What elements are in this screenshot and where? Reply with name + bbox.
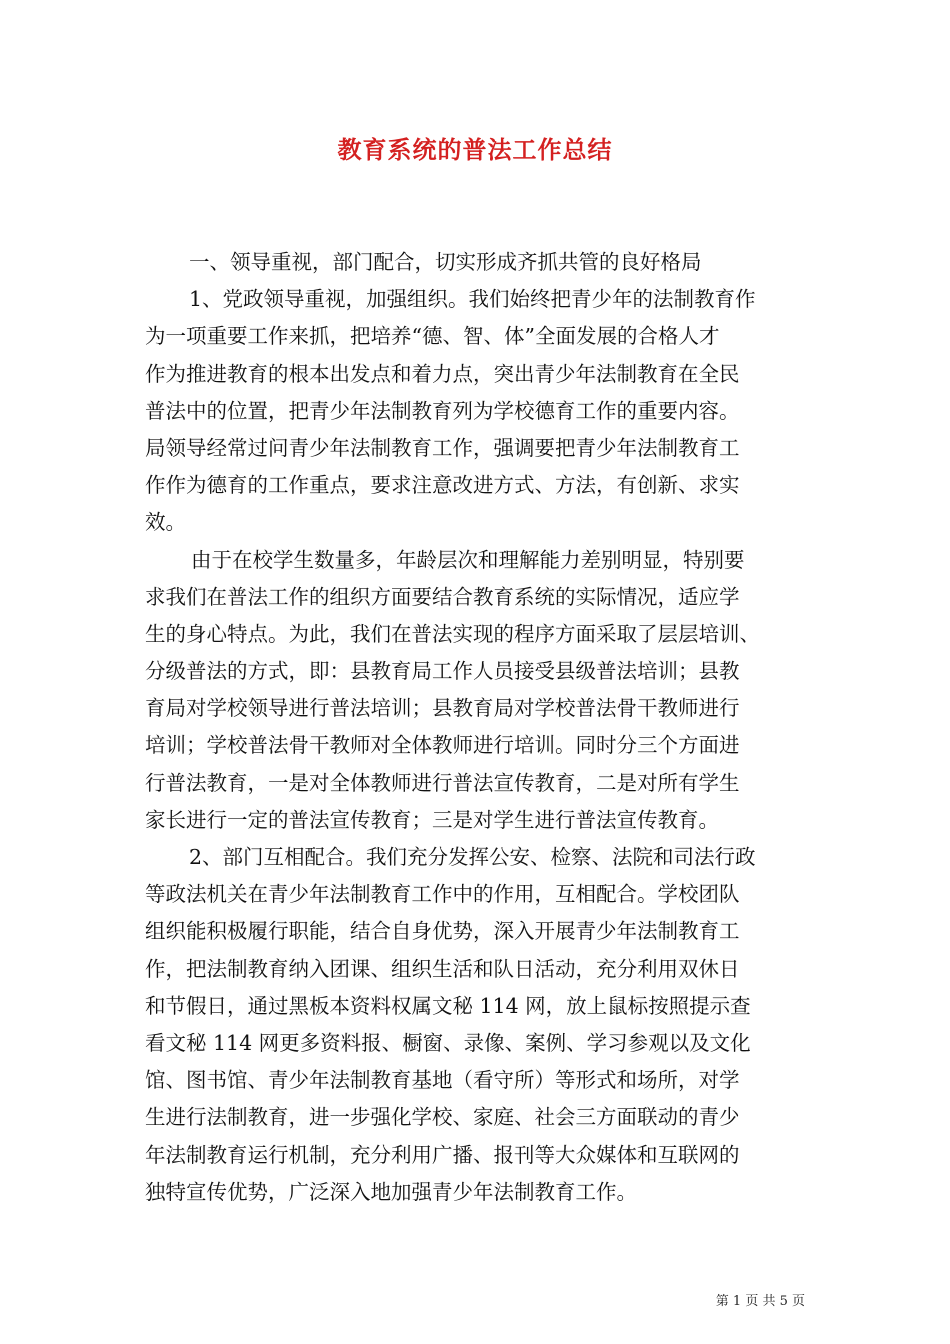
paragraph-line: 育局对学校领导进行普法培训；县教育局对学校普法骨干教师进行 (145, 696, 740, 721)
paragraph-line: 年法制教育运行机制，充分利用广播、报刊等大众媒体和互联网的 (145, 1142, 740, 1167)
paragraph-line: 1、党政领导重视，加强组织。我们始终把青少年的法制教育作 (189, 287, 756, 312)
paragraph-line: 培训；学校普法骨干教师对全体教师进行培训。同时分三个方面进 (145, 733, 740, 758)
paragraph-line: 效。 (145, 510, 186, 535)
page-number: 第 1 页 共 5 页 (715, 1294, 805, 1309)
document-title: 教育系统的普法工作总结 (337, 135, 613, 164)
paragraph-line: 看文秘 114 网更多资料报、橱窗、录像、案例、学习参观以及文化 (145, 1030, 751, 1055)
paragraph-line: 作作为德育的工作重点，要求注意改进方式、方法，有创新、求实 (145, 473, 740, 498)
paragraph-line: 局领导经常过问青少年法制教育工作，强调要把青少年法制教育工 (145, 435, 740, 460)
paragraph-line: 由于在校学生数量多，年龄层次和理解能力差别明显，特别要 (191, 547, 745, 572)
paragraph-line: 生进行法制教育，进一步强化学校、家庭、社会三方面联动的青少 (145, 1105, 740, 1130)
paragraph-line: 为一项重要工作来抓，把培养“德、智、体”全面发展的合格人才 (145, 324, 720, 349)
document-body (145, 244, 805, 1211)
paragraph-line: 和节假日，通过黑板本资料权属文秘 114 网，放上鼠标按照提示查 (145, 993, 751, 1018)
paragraph-line: 独特宣传优势，广泛深入地加强青少年法制教育工作。 (145, 1179, 637, 1204)
paragraph-line: 生的身心特点。为此，我们在普法实现的程序方面采取了层层培训、 (145, 621, 760, 646)
paragraph-line: 作，把法制教育纳入团课、组织生活和队日活动，充分利用双休日 (145, 956, 740, 981)
paragraph-line: 普法中的位置，把青少年法制教育列为学校德育工作的重要内容。 (145, 398, 740, 423)
paragraph-line: 家长进行一定的普法宣传教育；三是对学生进行普法宣传教育。 (145, 807, 719, 832)
paragraph-line: 分级普法的方式，即：县教育局工作人员接受县级普法培训；县教 (145, 659, 740, 684)
paragraph-line: 作为推进教育的根本出发点和着力点，突出青少年法制教育在全民 (145, 361, 740, 386)
paragraph-line: 求我们在普法工作的组织方面要结合教育系统的实际情况，适应学 (145, 584, 740, 609)
paragraph-line: 行普法教育，一是对全体教师进行普法宣传教育，二是对所有学生 (145, 770, 740, 795)
section-heading: 一、领导重视，部门配合，切实形成齐抓共管的良好格局 (189, 250, 702, 274)
paragraph-line: 2、部门互相配合。我们充分发挥公安、检察、法院和司法行政 (189, 845, 756, 869)
paragraph-line: 馆、图书馆、青少年法制教育基地（看守所）等形式和场所，对学 (145, 1068, 740, 1093)
paragraph-line: 等政法机关在青少年法制教育工作中的作用，互相配合。学校团队 (145, 882, 740, 907)
paragraph-line: 组织能积极履行职能，结合自身优势，深入开展青少年法制教育工 (145, 919, 740, 944)
